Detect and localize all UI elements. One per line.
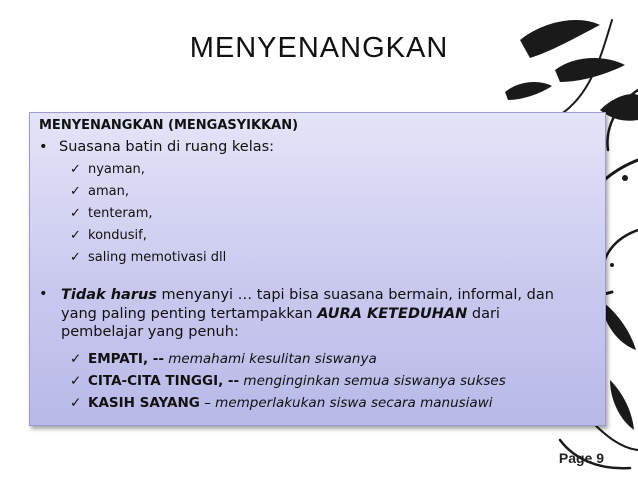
- box-heading: MENYENANGKAN (MENGASYIKKAN): [39, 118, 299, 133]
- bullet-tidak-harus-dot: [39, 286, 59, 302]
- content-box: [29, 112, 606, 426]
- list-item: ✓ aman,: [70, 184, 129, 199]
- list-item: ✓ CITA-CITA TINGGI, -- menginginkan semua siswanya sukses: [70, 373, 506, 389]
- list-item: ✓ saling memotivasi dll: [70, 250, 227, 265]
- para-line-2: yang paling penting tertampakkan AURA KETEDUHAN dari: [61, 305, 500, 322]
- list-item: ✓ EMPATI, -- memahami kesulitan siswanya: [70, 351, 377, 367]
- tidak-harus-emphasis: Tidak harus: [61, 287, 157, 303]
- para-line-3: pembelajar yang penuh:: [61, 324, 239, 340]
- bullet-suasana-text: Suasana batin di ruang kelas:: [59, 139, 275, 155]
- slide-title: MENYENANGKAN: [189, 32, 449, 64]
- bullet-dot-icon: •: [39, 139, 48, 155]
- checkmark-icon: ✓: [70, 395, 82, 411]
- aura-emphasis: AURA KETEDUHAN: [317, 305, 468, 322]
- checkmark-icon: ✓: [70, 351, 82, 367]
- list-item: ✓ tenteram,: [70, 206, 153, 221]
- list-item: ✓ KASIH SAYANG – memperlakukan siswa secara manusiawi: [70, 395, 493, 411]
- checkmark-icon: ✓: [70, 162, 81, 177]
- list-item: ✓ kondusif,: [70, 228, 147, 243]
- suasana-checklist: [70, 162, 226, 272]
- list-item: ✓ nyaman,: [70, 162, 145, 177]
- checkmark-icon: ✓: [70, 373, 82, 389]
- bullet-dot-icon: •: [39, 286, 48, 302]
- checkmark-icon: ✓: [70, 228, 81, 243]
- checkmark-icon: ✓: [70, 250, 81, 265]
- aura-checklist: [70, 351, 506, 417]
- checkmark-icon: ✓: [70, 184, 81, 199]
- para-line-1: Tidak harus menyanyi … tapi bisa suasana bermain, informal, dan: [61, 287, 554, 303]
- bullet-suasana: [39, 139, 274, 155]
- page-number: Page 9: [558, 450, 604, 466]
- bullet-tidak-harus-text: [61, 286, 601, 342]
- checkmark-icon: ✓: [70, 206, 81, 221]
